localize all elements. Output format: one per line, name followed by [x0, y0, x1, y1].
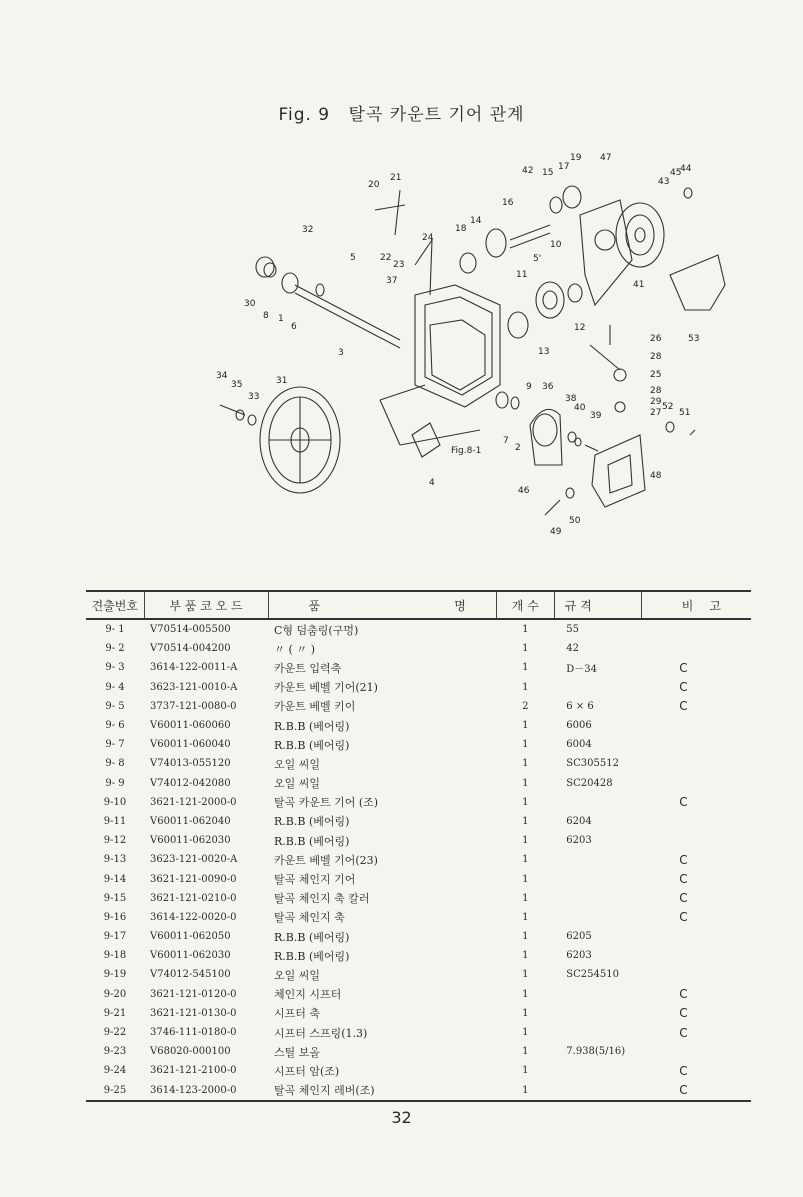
quantity-cell: 1 — [522, 835, 529, 847]
spec-cell: 6203 — [566, 950, 592, 962]
note-cell: C — [641, 1081, 751, 1101]
callout-label: Fig.8-1 — [451, 446, 482, 456]
figure-number: Fig. 9 — [278, 105, 331, 125]
part-number-cell: 9- 8 — [105, 758, 125, 770]
part-code-cell: V70514-004200 — [150, 643, 231, 655]
callout-label: 36 — [542, 382, 554, 392]
figure-title — [0, 100, 803, 125]
spec-cell — [554, 1023, 641, 1042]
spec-cell: 7.938(5/16) — [566, 1046, 626, 1058]
part-number-cell: 9- 5 — [105, 700, 125, 712]
table-row — [86, 658, 751, 677]
callout-label: 23 — [393, 260, 405, 270]
quantity-cell: 1 — [522, 662, 529, 674]
spec-cell — [554, 908, 641, 927]
callout-label: 44 — [680, 164, 692, 174]
part-number-cell: 9-14 — [103, 873, 127, 885]
note-cell — [641, 716, 751, 735]
note-cell — [641, 639, 751, 658]
spec-cell: 6205 — [566, 931, 592, 943]
table-row — [86, 985, 751, 1004]
part-name-cell: 오일 씨일 — [274, 757, 321, 771]
table-row — [86, 812, 751, 831]
part-name-cell: 오일 씨일 — [274, 777, 321, 791]
note-cell: C — [679, 891, 688, 906]
part-code-cell: 3621-121-2000-0 — [150, 796, 237, 808]
col-header-qty: 개 수 — [496, 591, 554, 619]
spec-cell: 55 — [566, 624, 580, 636]
table-row — [86, 946, 751, 965]
quantity-cell: 1 — [522, 815, 529, 827]
note-cell — [641, 946, 751, 965]
quantity-cell: 1 — [522, 681, 529, 693]
table-row — [86, 889, 751, 908]
callout-label: 26 — [650, 334, 662, 344]
part-name-cell: 시프터 스프링(1.3) — [274, 1026, 368, 1040]
part-number-cell: 9- 9 — [105, 777, 125, 789]
callout-label: 2 — [515, 443, 521, 453]
part-number-cell: 9-16 — [103, 911, 127, 923]
part-code-cell: 3623-121-0020-A — [150, 854, 238, 866]
part-name-cell: 스틸 보올 — [274, 1045, 321, 1059]
callout-label: 3 — [338, 348, 344, 358]
part-number-cell: 9- 7 — [105, 739, 125, 751]
table-row — [86, 639, 751, 658]
callout-label: 49 — [550, 527, 562, 537]
part-number-cell: 9- 3 — [105, 662, 125, 674]
parts-table-body — [86, 619, 751, 1101]
spec-cell — [554, 985, 641, 1004]
quantity-cell: 1 — [522, 873, 529, 885]
spec-cell — [554, 1081, 641, 1101]
table-row — [86, 831, 751, 850]
table-row — [86, 1061, 751, 1080]
col-header-name-a: 품 — [268, 591, 394, 619]
part-name-cell: 시프터 암(조) — [274, 1064, 340, 1078]
part-name-cell: R.B.B (베어링) — [274, 834, 350, 848]
callout-label: 9 — [526, 382, 532, 392]
quantity-cell: 2 — [522, 700, 529, 712]
table-row — [86, 735, 751, 754]
spec-cell — [554, 678, 641, 697]
part-number-cell: 9-10 — [103, 796, 127, 808]
callout-label: 47 — [600, 153, 612, 163]
callout-label: 27 — [650, 408, 662, 418]
quantity-cell: 1 — [522, 892, 529, 904]
callout-label: 24 — [422, 233, 434, 243]
quantity-cell: 1 — [522, 969, 529, 981]
quantity-cell: 1 — [522, 758, 529, 770]
page-number: 32 — [391, 1108, 412, 1127]
table-row — [86, 793, 751, 812]
part-code-cell: 3621-121-0130-0 — [150, 1007, 237, 1019]
callout-label: 42 — [522, 166, 534, 176]
spec-cell — [554, 850, 641, 869]
spec-cell: 6204 — [566, 815, 592, 827]
note-cell — [641, 735, 751, 754]
part-name-cell: R.B.B (베어링) — [274, 738, 350, 752]
part-number-cell: 9-18 — [103, 950, 127, 962]
callout-label: 53 — [688, 334, 700, 344]
part-name-cell: 카운트 입력축 — [274, 661, 342, 675]
part-number-cell: 9-20 — [103, 988, 127, 1000]
callout-label: 43 — [658, 177, 670, 187]
callout-label: 7 — [503, 436, 509, 446]
callout-label: 50 — [569, 516, 581, 526]
callout-label: 11 — [516, 270, 528, 280]
part-number-cell: 9-12 — [103, 835, 127, 847]
part-code-cell: V60011-062030 — [150, 835, 231, 847]
callout-label: 37 — [386, 276, 398, 286]
callout-label: 39 — [590, 411, 602, 421]
col-header-number: 견출번호 — [86, 591, 144, 619]
spec-cell: SC20428 — [566, 777, 613, 789]
quantity-cell: 1 — [522, 1046, 529, 1058]
callout-label: 33 — [248, 392, 260, 402]
table-row — [86, 965, 751, 984]
part-number-cell: 9- 1 — [105, 624, 125, 636]
quantity-cell: 1 — [522, 720, 529, 732]
callout-label: 13 — [538, 347, 550, 357]
note-cell: C — [679, 872, 688, 887]
part-name-cell: 카운트 베벨 기어(21) — [274, 681, 378, 695]
note-cell — [641, 927, 751, 946]
part-number-cell: 9-22 — [103, 1027, 127, 1039]
callout-label: 28 — [650, 352, 662, 362]
callout-label: 40 — [574, 403, 586, 413]
note-cell: C — [679, 1025, 688, 1040]
table-row — [86, 1004, 751, 1023]
callout-label: 5' — [533, 254, 542, 264]
part-name-cell: R.B.B (베어링) — [274, 815, 350, 829]
part-code-cell: 3621-121-0090-0 — [150, 873, 237, 885]
callout-label: 29 — [650, 397, 662, 407]
note-cell — [641, 812, 751, 831]
callout-label: 51 — [679, 408, 691, 418]
part-code-cell: 3621-121-2100-0 — [150, 1065, 237, 1077]
part-name-cell: 탈곡 카운트 기어 (조) — [274, 796, 379, 810]
callout-label: 35 — [231, 380, 243, 390]
table-row — [86, 927, 751, 946]
spec-cell — [554, 869, 641, 888]
callout-label: 8 — [263, 311, 269, 321]
callout-label: 14 — [470, 216, 482, 226]
note-cell — [641, 1042, 751, 1061]
quantity-cell: 1 — [522, 950, 529, 962]
callout-label: 32 — [302, 225, 314, 235]
part-name-cell: 오일 씨일 — [274, 968, 321, 982]
part-code-cell: 3623-121-0010-A — [150, 681, 238, 693]
part-code-cell: 3614-122-0011-A — [150, 662, 238, 674]
note-cell: C — [679, 660, 688, 675]
note-cell — [641, 774, 751, 793]
spec-cell: D－34 — [566, 664, 598, 676]
spec-cell — [554, 1061, 641, 1080]
part-name-cell: 카운트 베벨 키이 — [274, 700, 356, 714]
quantity-cell: 1 — [522, 796, 529, 808]
quantity-cell: 1 — [522, 854, 529, 866]
part-code-cell: V60011-062040 — [150, 815, 231, 827]
part-code-cell: 3746-111-0180-0 — [150, 1027, 237, 1039]
quantity-cell: 1 — [522, 739, 529, 751]
spec-cell: SC254510 — [566, 969, 619, 981]
table-header-row — [86, 591, 751, 619]
quantity-cell: 1 — [522, 624, 529, 636]
note-cell — [641, 754, 751, 773]
callout-label: 48 — [650, 471, 662, 481]
part-name-cell: 체인지 시프터 — [274, 988, 342, 1002]
note-cell: C — [679, 1063, 688, 1078]
callout-label: 20 — [368, 180, 380, 190]
table-row — [86, 754, 751, 773]
part-code-cell: 3621-121-0120-0 — [150, 988, 237, 1000]
part-number-cell: 9-19 — [103, 969, 127, 981]
note-cell: C — [679, 795, 688, 810]
quantity-cell: 1 — [522, 911, 529, 923]
part-number-cell: 9-25 — [86, 1081, 144, 1101]
part-name-cell: 탈곡 체인지 축 — [274, 911, 345, 925]
note-cell: C — [679, 680, 688, 695]
part-number-cell: 9-23 — [103, 1046, 127, 1058]
part-code-cell: 3614-123-2000-0 — [144, 1081, 268, 1101]
part-code-cell: V60011-060060 — [150, 720, 231, 732]
table-row — [86, 1023, 751, 1042]
quantity-cell: 1 — [522, 1007, 529, 1019]
spec-cell: 6203 — [566, 835, 592, 847]
callout-label: 17 — [558, 162, 570, 172]
callout-label: 15 — [542, 168, 554, 178]
callout-label: 16 — [502, 198, 514, 208]
part-number-cell: 9- 2 — [105, 643, 125, 655]
part-code-cell: 3621-121-0210-0 — [150, 892, 237, 904]
callout-label: 45 — [670, 168, 682, 178]
callout-label: 28 — [650, 386, 662, 396]
part-number-cell: 9-17 — [103, 931, 127, 943]
callout-label: 1 — [278, 314, 284, 324]
callout-label: 38 — [565, 394, 577, 404]
col-header-note-a: 비 — [641, 591, 702, 619]
note-cell — [641, 619, 751, 639]
part-code-cell: 3614-122-0020-0 — [150, 911, 237, 923]
part-name-cell: 시프터 축 — [274, 1007, 321, 1021]
callout-label: 21 — [390, 173, 402, 183]
parts-table — [86, 590, 751, 1102]
note-cell: C — [679, 910, 688, 925]
callout-label: 46 — [518, 486, 530, 496]
quantity-cell: 1 — [522, 1065, 529, 1077]
note-cell: C — [679, 852, 688, 867]
callout-label: 34 — [216, 371, 228, 381]
spec-cell: 42 — [566, 643, 580, 655]
col-header-spec: 규 격 — [554, 591, 641, 619]
table-row — [86, 716, 751, 735]
part-code-cell: V70514-005500 — [150, 624, 231, 636]
part-code-cell: V74012-545100 — [150, 969, 231, 981]
spec-cell: 6006 — [566, 720, 592, 732]
part-code-cell: V74012-042080 — [150, 777, 231, 789]
part-number-cell: 9-11 — [103, 815, 127, 827]
part-name-cell: R.B.B (베어링) — [274, 930, 350, 944]
callout-label: 5 — [350, 253, 356, 263]
callout-label: 18 — [455, 224, 467, 234]
spec-cell — [554, 889, 641, 908]
part-code-cell: V60011-060040 — [150, 739, 231, 751]
table-row — [86, 869, 751, 888]
spec-cell: 6004 — [566, 739, 592, 751]
callout-label: 4 — [429, 478, 435, 488]
part-name-cell: 〃 ( 〃 ) — [274, 642, 316, 656]
col-header-name-b: 명 — [394, 591, 496, 619]
callout-label: 31 — [276, 376, 288, 386]
quantity-cell: 1 — [496, 1081, 554, 1101]
part-code-cell: V74013-055120 — [150, 758, 231, 770]
part-number-cell: 9- 4 — [105, 681, 125, 693]
quantity-cell: 1 — [522, 988, 529, 1000]
quantity-cell: 1 — [522, 1027, 529, 1039]
callout-label: 10 — [550, 240, 562, 250]
note-cell: C — [679, 1006, 688, 1021]
note-cell: C — [679, 699, 688, 714]
figure-caption: 탈곡 카운트 기어 관계 — [348, 105, 525, 125]
spec-cell — [554, 1004, 641, 1023]
note-cell — [641, 965, 751, 984]
callout-label: 6 — [291, 322, 297, 332]
callout-label: 22 — [380, 253, 392, 263]
callout-label: 52 — [662, 402, 674, 412]
table-row — [86, 697, 751, 716]
note-cell: C — [679, 987, 688, 1002]
table-row — [86, 678, 751, 697]
table-row — [86, 619, 751, 639]
part-number-cell: 9-21 — [103, 1007, 127, 1019]
part-name-cell: C형 덤춤링(구멍) — [274, 623, 359, 637]
callout-label: 30 — [244, 299, 256, 309]
quantity-cell: 1 — [522, 931, 529, 943]
spec-cell: SC305512 — [566, 758, 619, 770]
part-number-cell: 9-15 — [103, 892, 127, 904]
table-row — [86, 1042, 751, 1061]
callout-label: 12 — [574, 323, 586, 333]
part-name-cell: 탈곡 체인지 기어 — [274, 873, 356, 887]
exploded-parts-diagram — [200, 145, 740, 545]
callout-label: 19 — [570, 153, 582, 163]
part-name-cell: R.B.B (베어링) — [274, 719, 350, 733]
part-code-cell: V68020-000100 — [150, 1046, 231, 1058]
part-name-cell: R.B.B (베어링) — [274, 949, 350, 963]
part-number-cell: 9- 6 — [105, 720, 125, 732]
part-name-cell: 카운트 베벨 기어(23) — [274, 853, 378, 867]
table-row — [86, 1081, 751, 1101]
table-row — [86, 774, 751, 793]
part-code-cell: V60011-062030 — [150, 950, 231, 962]
table-row — [86, 908, 751, 927]
part-name-cell: 탈곡 체인지 축 칼러 — [274, 892, 370, 906]
quantity-cell: 1 — [522, 777, 529, 789]
part-name-cell: 탈곡 체인지 레버(조) — [268, 1081, 496, 1101]
spec-cell — [554, 793, 641, 812]
part-code-cell: 3737-121-0080-0 — [150, 700, 237, 712]
callout-label: 25 — [650, 370, 662, 380]
part-number-cell: 9-24 — [103, 1065, 127, 1077]
spec-cell: 6 × 6 — [566, 700, 594, 712]
note-cell — [641, 831, 751, 850]
quantity-cell: 1 — [522, 643, 529, 655]
col-header-part-code: 부 품 코 오 드 — [144, 591, 268, 619]
col-header-note-b: 고 — [702, 591, 751, 619]
part-number-cell: 9-13 — [103, 854, 127, 866]
table-row — [86, 850, 751, 869]
part-code-cell: V60011-062050 — [150, 931, 231, 943]
callout-label: 41 — [633, 280, 645, 290]
